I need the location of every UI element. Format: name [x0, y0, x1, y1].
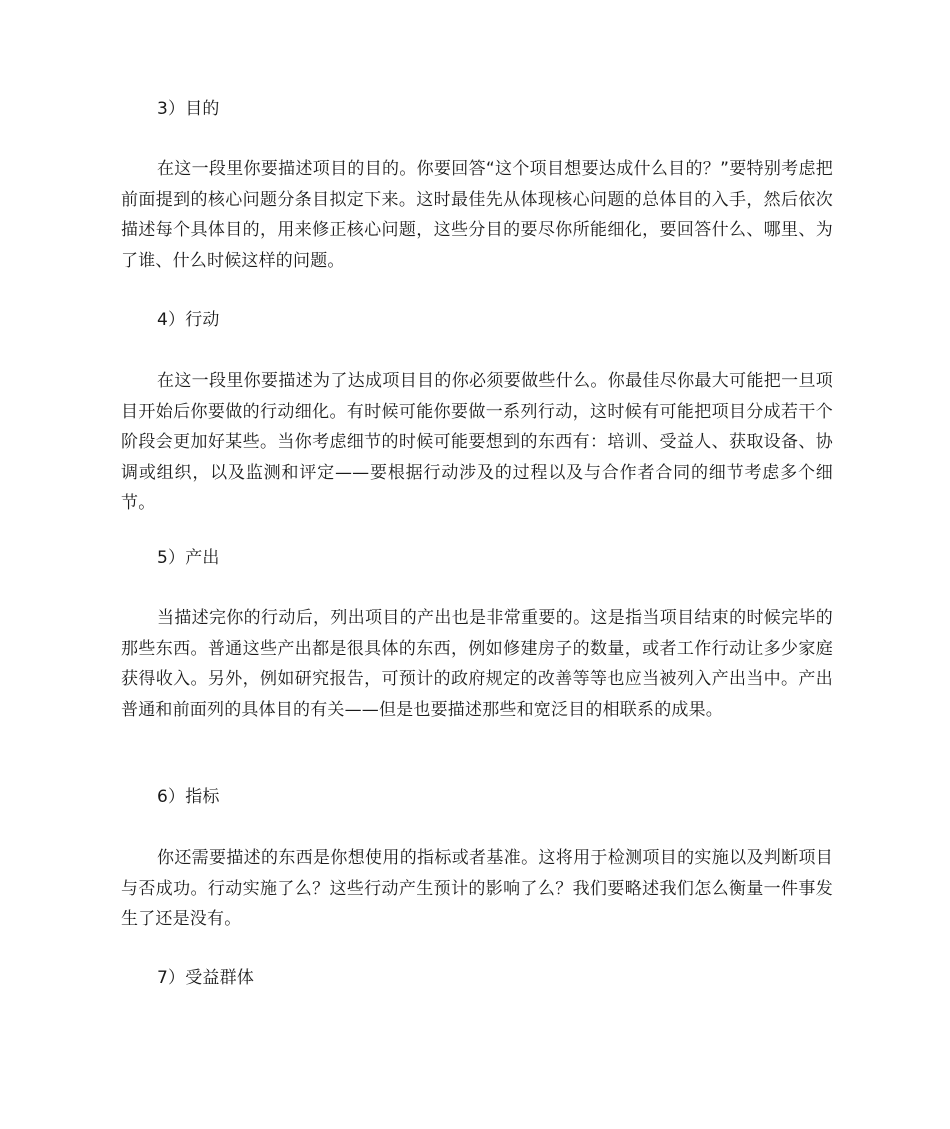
section-heading-objectives: 3）目的	[157, 99, 220, 119]
section-heading-indicators: 6）指标	[157, 787, 220, 807]
section-body-indicators: 你还需要描述的东西是你想使用的指标或者基准。这将用于检测项目的实施以及判断项目与否成功。行动实施了么？这些行动产生预计的影响了么？我们要略述我们怎么衡量一件事发生了还是没有。	[121, 848, 833, 929]
section-heading-actions: 4）行动	[157, 310, 220, 330]
section-heading-beneficiaries: 7）受益群体	[157, 968, 255, 988]
section-body-objectives: 在这一段里你要描述项目的目的。你要回答“这个项目想要达成什么目的？”要特别考虑把前面提到的核心问题分条目拟定下来。这时最佳先从体现核心问题的总体目的入手，然后依次描述每个具体目的，用来修正核心问题，这些分目的要尽你所能细化，要回答什么、哪里、为了谁、什么时候这样的问题。	[121, 159, 833, 271]
section-body-outputs: 当描述完你的行动后，列出项目的产出也是非常重要的。这是指当项目结束的时候完毕的那些东西。普通这些产出都是很具体的东西，例如修建房子的数量，或者工作行动让多少家庭获得收入。另外，例如研究报告，可预计的政府规定的改善等等也应当被列入产出当中。产出普通和前面列的具体目的有关——但是也要描述那些和宽泛目的相联系的成果。	[121, 608, 833, 720]
section-body-actions: 在这一段里你要描述为了达成项目目的你必须要做些什么。你最佳尽你最大可能把一旦项目开始后你要做的行动细化。有时候可能你要做一系列行动，这时候有可能把项目分成若干个阶段会更加好某些。当你考虑细节的时候可能要想到的东西有：培训、受益人、获取设备、协调或组织，以及监测和评定——要根据行动涉及的过程以及与合作者合同的细节考虑多个细节。	[121, 371, 833, 513]
section-heading-outputs: 5）产出	[157, 548, 220, 568]
